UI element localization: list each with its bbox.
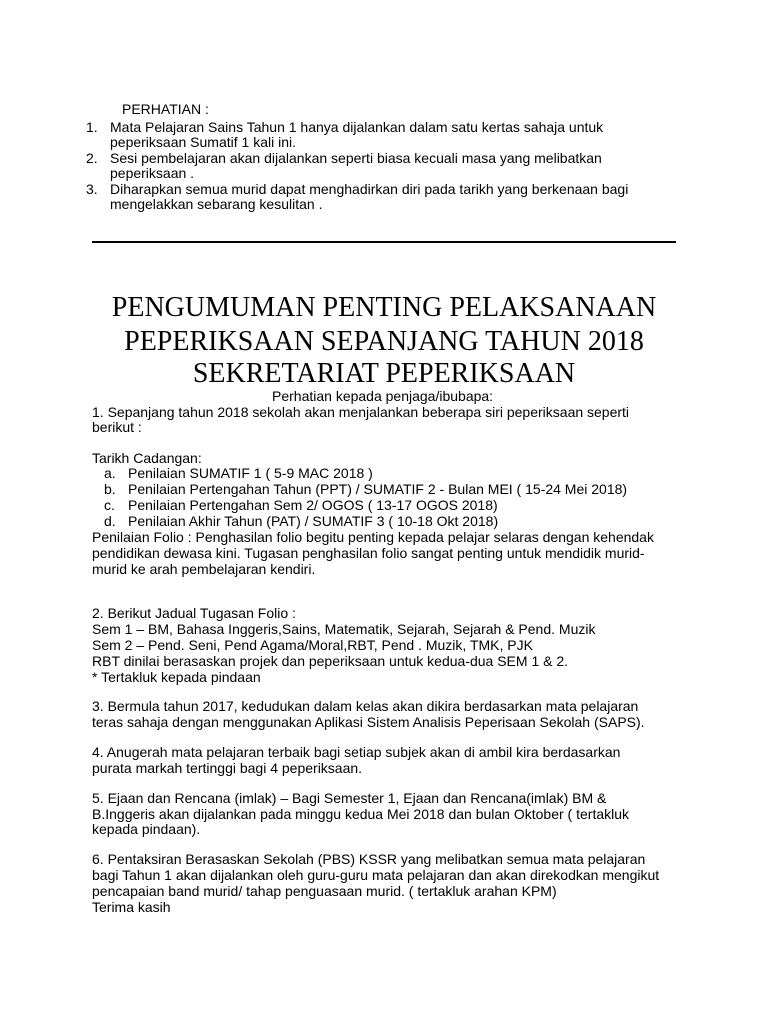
notice-item-text: peperiksaan . (110, 165, 195, 181)
closing-text: Terima kasih (92, 899, 171, 915)
notice-item-text: mengelakkan sebarang kesulitan . (110, 196, 323, 212)
dates-item-letter: d. (104, 513, 116, 529)
notice-item-number: 1. (86, 119, 98, 135)
main-heading-line: PENGUMUMAN PENTING PELAKSANAAN (111, 292, 657, 323)
folio-line: pendidikan dewasa kini. Tugasan penghasilan folio sangat penting untuk mendidik murid- (92, 545, 645, 561)
dates-item-letter: a. (104, 465, 116, 481)
paragraph-line: B.Inggeris akan dijalankan pada minggu kedua Mei 2018 dan bulan Oktober ( tertakluk (92, 806, 630, 822)
paragraph-line: 4. Anugerah mata pelajaran terbaik bagi setiap subjek akan di ambil kira berdasarkan (92, 744, 621, 760)
dates-item-text: Penilaian SUMATIF 1 ( 5-9 MAC 2018 ) (128, 465, 373, 481)
folio-line: murid ke arah pembelajaran kendiri. (92, 561, 316, 577)
notice-item-number: 2. (86, 150, 98, 166)
dates-item-text: Penilaian Pertengahan Tahun (PPT) / SUMATIF 2 - Bulan MEI ( 15-24 Mei 2018) (128, 481, 628, 497)
salutation: Perhatian kepada penjaga/ibubapa: (272, 388, 494, 404)
paragraph-line: 5. Ejaan dan Rencana (imlak) – Bagi Semester 1, Ejaan dan Rencana(imlak) BM & (92, 790, 607, 806)
notice-title: PERHATIAN : (122, 101, 209, 117)
paragraph-line: * Tertakluk kepada pindaan (92, 669, 261, 685)
paragraph-line: 3. Bermula tahun 2017, kedudukan dalam kelas akan dikira berdasarkan mata pelajaran (92, 698, 639, 714)
main-heading-line: SEKRETARIAT PEPERIKSAAN (192, 358, 576, 389)
notice-item-number: 3. (86, 181, 98, 197)
paragraph-line: 1. Sepanjang tahun 2018 sekolah akan menjalankan beberapa siri peperiksaan seperti (92, 404, 630, 420)
paragraph-line: kepada pindaan). (92, 821, 201, 837)
paragraph-line: teras sahaja dengan menggunakan Aplikasi Sistem Analisis Peperisaan Sekolah (SAPS). (92, 714, 645, 730)
section-divider (92, 241, 676, 243)
paragraph-line: berikut : (92, 419, 142, 435)
dates-item-letter: b. (104, 481, 116, 497)
paragraph-line: Sem 1 – BM, Bahasa Inggeris,Sains, Matematik, Sejarah, Sejarah & Pend. Muzik (92, 621, 596, 637)
paragraph-line: bagi Tahun 1 akan dijalankan oleh guru-guru mata pelajaran dan akan direkodkan mengikut (92, 867, 660, 883)
paragraph-line: RBT dinilai berasaskan projek dan peperiksaan untuk kedua-dua SEM 1 & 2. (92, 653, 569, 669)
dates-item-letter: c. (104, 497, 115, 513)
folio-line: Penilaian Folio : Penghasilan folio begitu penting kepada pelajar selaras dengan kehendak (92, 529, 654, 545)
notice-item-text: Mata Pelajaran Sains Tahun 1 hanya dijalankan dalam satu kertas sahaja untuk (110, 119, 604, 135)
dates-item-text: Penilaian Pertengahan Sem 2/ OGOS ( 13-17 OGOS 2018) (128, 497, 498, 513)
paragraph-line: 2. Berikut Jadual Tugasan Folio : (92, 605, 296, 621)
notice-item-text: peperiksaan Sumatif 1 kali ini. (110, 134, 296, 150)
notice-item-text: Diharapkan semua murid dapat menghadirkan diri pada tarikh yang berkenaan bagi (110, 181, 629, 197)
notice-item-text: Sesi pembelajaran akan dijalankan seperti biasa kecuali masa yang melibatkan (110, 150, 602, 166)
dates-title: Tarikh Cadangan: (92, 450, 202, 466)
paragraph-line: 6. Pentaksiran Berasaskan Sekolah (PBS) KSSR yang melibatkan semua mata pelajaran (92, 851, 646, 867)
dates-item-text: Penilaian Akhir Tahun (PAT) / SUMATIF 3 ( 10-18 Okt 2018) (128, 513, 499, 529)
main-heading-line: PEPERIKSAAN SEPANJANG TAHUN 2018 (124, 326, 644, 357)
paragraph-line: Sem 2 – Pend. Seni, Pend Agama/Moral,RBT, Pend . Muzik, TMK, PJK (92, 637, 533, 653)
paragraph-line: pencapaian band murid/ tahap penguasaan murid. ( tertakluk arahan KPM) (92, 883, 557, 899)
paragraph-line: purata markah tertinggi bagi 4 peperiksaan. (92, 760, 363, 776)
